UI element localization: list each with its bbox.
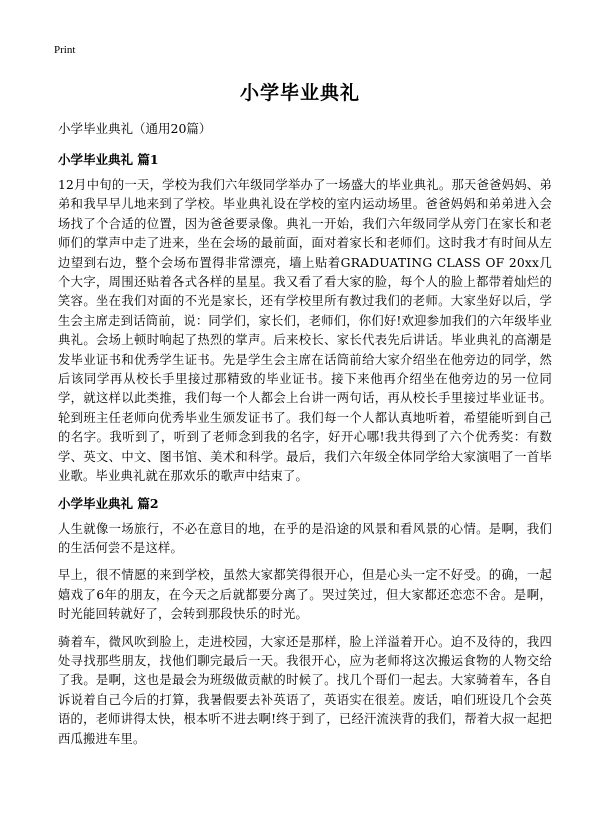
section-heading: 小学毕业典礼 篇2 — [58, 495, 159, 511]
paragraph: 12月中旬的一天，学校为我们六年级同学举办了一场盛大的毕业典礼。那天爸爸妈妈、弟弟和我早早儿地来到了学校。毕业典礼设在学校的室内运动场里。爸爸妈妈和弟弟进入会场找了个合适的位置，因为爸爸要录像。典礼一开始，我们六年级同学从旁门在家长和老师们的掌声中走了进来，坐在会场的最前面，面对着家长和老师们。这时我才有时间从左边望到右边，整个会场布置得非常漂亮，墙上贴着GRADUATING CLASS OF 20xx几个大字，周围还贴着各式各样的星星。我又看了看大家的脸，每个人的脸上都带着灿烂的笑容。坐在我们对面的不光是家长，还有学校里所有教过我们的老师。大家坐好以后，学生会主席走到话筒前，说：同学们，家长们，老师们，你们好!欢迎参加我们的六年级毕业典礼。会场上顿时响起了热烈的掌声。后来校长、家长代表先后讲话。毕业典礼的高潮是发毕业证书和优秀学生证书。先是学生会主席在话筒前给大家介绍坐在他旁边的同学，然后该同学再从校长手里接过那精致的毕业证书。接下来他再介绍坐在他旁边的另一位同学，就这样以此类推，我们每一个人都会上台讲一两句话，再从校长手里接过毕业证书。轮到班主任老师向优秀毕业生颁发证书了。我们每一个人都认真地听着，希望能听到自己的名字。我听到了，听到了老师念到我的名字，好开心哪!我共得到了六个优秀奖：有数学、英文、中文、图书馆、美术和科学。最后，我们六年级全体同学给大家演唱了一首毕业歌。毕业典礼就在那欢乐的歌声中结束了。 — [58, 178, 552, 484]
print-link[interactable]: Print — [54, 44, 76, 56]
paragraph: 人生就像一场旅行，不必在意目的地，在乎的是沿途的风景和看风景的心情。是啊，我们的生活何尝不是这样。 — [58, 521, 552, 555]
document-body — [58, 120, 552, 757]
section-heading: 小学毕业典礼 篇1 — [58, 152, 159, 167]
document-title: 小学毕业典礼 — [239, 82, 360, 104]
paragraph: 骑着车，微风吹到脸上，走进校园，大家还是那样，脸上洋溢着开心。迫不及待的，我四处寻找那些朋友，找他们聊完最后一天。我很开心，应为老师将这次搬运食物的人物交给了我。是啊，这也是最会为班级做贡献的时候了。找几个哥们一起去。大家骑着车，各自诉说着自己今后的打算，我暑假要去补英语了，英语实在很差。废话，咱们班设几个会英语的，老师讲得太快，根本听不进去啊!终于到了，已经汗流浃背的我们，帮着大叔一起把西瓜搬进车里。 — [58, 634, 552, 746]
section-2 — [58, 495, 552, 749]
document-subtitle: 小学毕业典礼（通用20篇） — [58, 121, 212, 136]
paragraph: 早上，很不情愿的来到学校，虽然大家都笑得很开心，但是心头一定不好受。的确，一起嬉戏了6年的朋友，在今天之后就都要分离了。哭过笑过，但大家都还恋恋不舍。是啊，时光能回转就好了，会转到那段快乐的时光。 — [58, 568, 552, 622]
section-1 — [58, 151, 552, 487]
